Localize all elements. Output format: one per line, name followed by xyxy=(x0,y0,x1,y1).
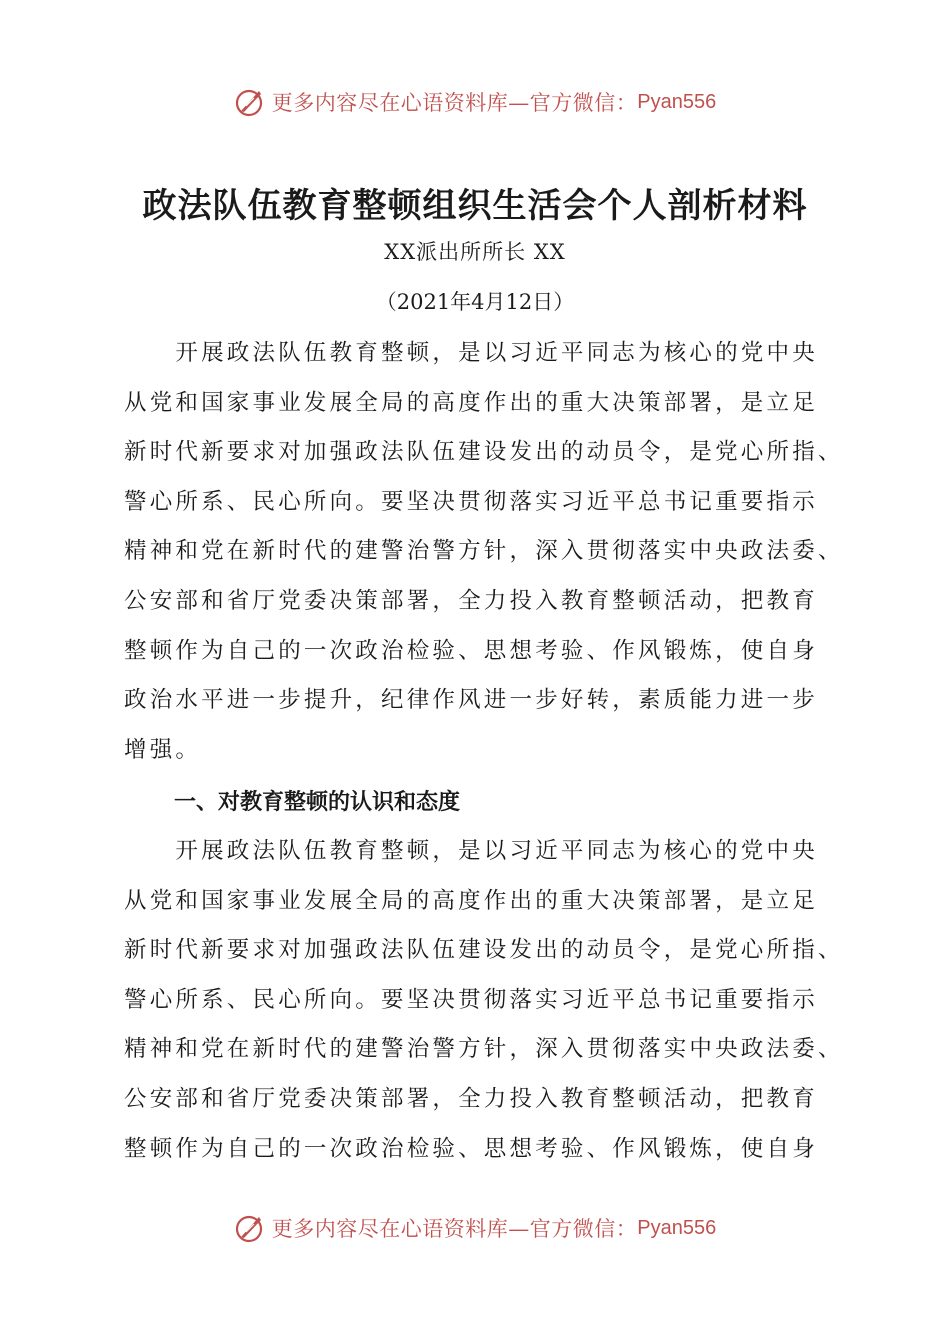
document-date: （2021年4月12日） xyxy=(375,290,575,314)
text-line: 精神和党在新时代的建警治警方针，深入贯彻落实中央政法委、 xyxy=(124,538,844,565)
text-line: 公安部和省厅党委决策部署，全力投入教育整顿活动，把教育 xyxy=(124,1085,818,1112)
banner-text: 更多内容尽在心语资料库—官方微信： xyxy=(271,91,638,115)
paragraph-section1 xyxy=(124,827,846,1174)
header-banner xyxy=(0,82,950,122)
text-line: 开展政法队伍教育整顿，是以习近平同志为核心的党中央 xyxy=(124,340,818,366)
text-line: 新时代新要求对加强政法队伍建设发出的动员令，是党心所指、 xyxy=(124,439,844,466)
document-title: 政法队伍教育整顿组织生活会个人剖析材料 xyxy=(142,186,808,226)
text-line: 增强。 xyxy=(124,736,202,763)
section-heading: 一、对教育整顿的认识和态度 xyxy=(174,790,461,815)
text-line: 警心所系、民心所向。要坚决贯彻落实习近平总书记重要指示 xyxy=(124,986,818,1013)
text-line: 公安部和省厅党委决策部署，全力投入教育整顿活动，把教育 xyxy=(124,587,818,614)
footer-banner xyxy=(0,1208,950,1248)
document-author: XX派出所所长 XX xyxy=(384,240,566,264)
banner-wechat-id: Pyan556 xyxy=(637,90,717,113)
text-line: 整顿作为自己的一次政治检验、思想考验、作风锻炼，使自身 xyxy=(124,637,818,664)
text-line: 开展政法队伍教育整顿，是以习近平同志为核心的党中央 xyxy=(124,838,818,864)
text-line: 从党和国家事业发展全局的高度作出的重大决策部署，是立足 xyxy=(124,389,818,416)
text-line: 精神和党在新时代的建警治警方针，深入贯彻落实中央政法委、 xyxy=(124,1036,844,1063)
text-line: 新时代新要求对加强政法队伍建设发出的动员令，是党心所指、 xyxy=(124,937,844,964)
quill-logo-icon xyxy=(234,1212,266,1244)
text-line: 从党和国家事业发展全局的高度作出的重大决策部署，是立足 xyxy=(124,887,818,914)
quill-logo-icon xyxy=(234,86,266,118)
banner-wechat-id: Pyan556 xyxy=(637,1216,717,1239)
text-line: 政治水平进一步提升，纪律作风进一步好转，素质能力进一步 xyxy=(124,687,818,714)
text-line: 整顿作为自己的一次政治检验、思想考验、作风锻炼，使自身 xyxy=(124,1135,818,1162)
banner-text: 更多内容尽在心语资料库—官方微信： xyxy=(271,1217,638,1241)
text-line: 警心所系、民心所向。要坚决贯彻落实习近平总书记重要指示 xyxy=(124,488,818,515)
paragraph-intro xyxy=(124,329,846,775)
